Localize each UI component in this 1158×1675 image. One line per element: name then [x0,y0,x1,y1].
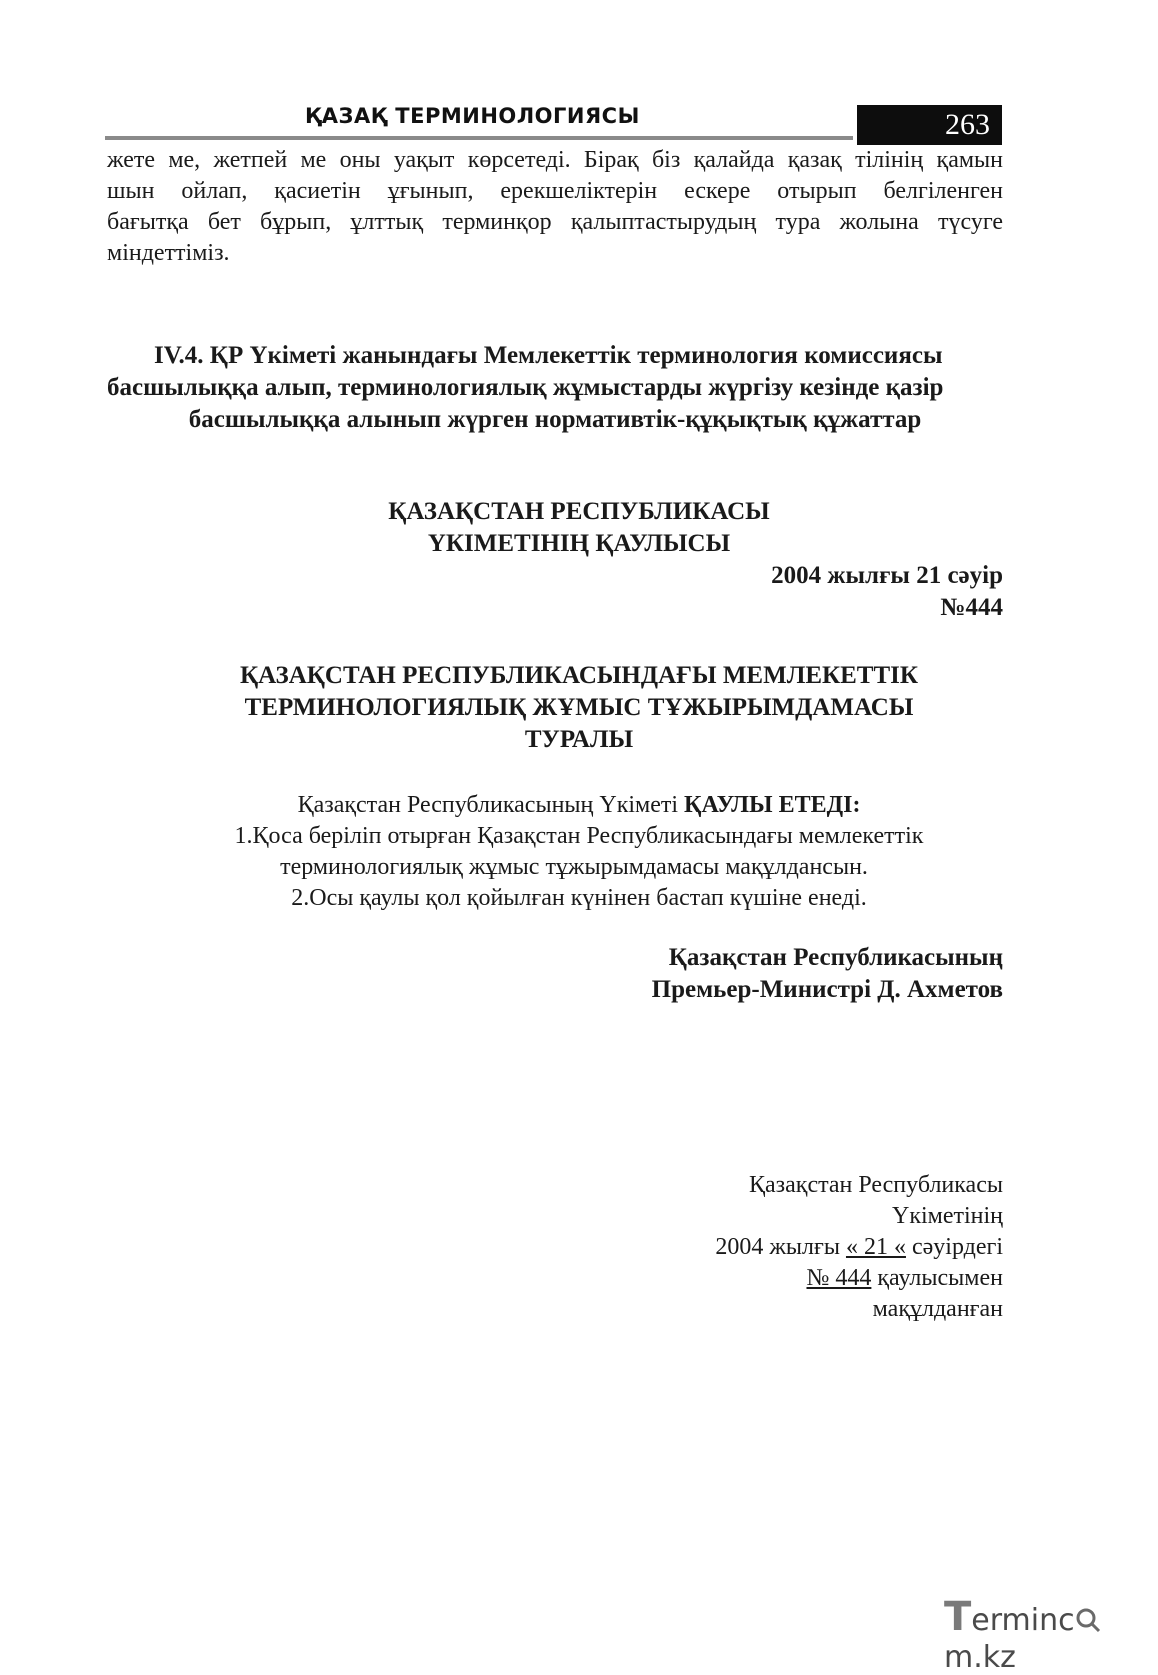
preamble-text: Қазақстан Республикасының Үкіметі [297,792,685,818]
approval-number: № 444 [806,1265,872,1291]
intro-line: міндеттіміз. [107,240,230,266]
watermark-initial: T [944,1594,972,1640]
section-heading [107,340,1003,436]
approval-line: Үкіметінің [891,1203,1003,1229]
page-number: 263 [857,105,1002,145]
section-heading-line: IV.4. ҚР Үкіметі жанындағы Мемлекеттік терминология комиссиясы [154,342,943,369]
magnifier-icon [1075,1607,1101,1633]
signature-line: Қазақстан Республикасының [668,944,1003,971]
watermark-domain: m.kz [944,1640,1016,1675]
decree-title-line: ТЕРМИНОЛОГИЯЛЫҚ ЖҰМЫС ТҰЖЫРЫМДАМАСЫ [244,694,914,721]
approval-line [715,1263,1003,1294]
signature-block [652,942,1003,1006]
intro-line: бағытқа бет бұрып, ұлттық терминқор қалыптастырудың тура жолына түсуге [107,209,1003,235]
approval-number-suffix: қаулысымен [871,1265,1003,1291]
section-heading-line: басшылыққа алып, терминологиялық жұмыстарды жүргізу кезінде қазір [107,374,944,401]
decree-date-block [771,560,1003,624]
approval-line [715,1232,1003,1263]
watermark-text: erminc [971,1603,1075,1638]
decree-item-2: 2.Осы қаулы қол қойылған күнінен бастап күшіне енеді. [291,885,867,911]
approval-date-day: « 21 « [845,1234,906,1260]
decree-item-1-line-2: терминологиялық жұмыс тұжырымдамасы мақұлдансын. [280,854,868,880]
section-heading-line: басшылыққа алынып жүрген нормативтік-құқықтық құжаттар [188,406,922,433]
decree-title-line: ҚАЗАҚСТАН РЕСПУБЛИКАСЫНДАҒЫ МЕМЛЕКЕТТІК [239,662,919,689]
decree-preamble [0,790,1158,821]
decree-issuer-line: ҮКІМЕТІНІҢ ҚАУЛЫСЫ [427,530,731,557]
decree-body [0,790,1158,914]
approval-line: мақұлданған [872,1296,1003,1322]
signature-line: Премьер-Министрі Д. Ахметов [651,976,1003,1003]
preamble-resolves: ҚАУЛЫ ЕТЕДІ: [684,792,861,818]
approval-date-suffix: сәуірдегі [905,1234,1003,1260]
intro-paragraph [107,145,1003,269]
approval-line: Қазақстан Республикасы [748,1172,1003,1198]
approval-date-prefix: 2004 жылғы [715,1234,846,1260]
decree-issuer [0,496,1158,560]
approval-note [715,1170,1003,1325]
decree-item-1-line-1: 1.Қоса беріліп отырған Қазақстан Республикасындағы мемлекеттік [234,823,924,849]
decree-title-line: ТУРАЛЫ [524,726,634,753]
decree-number: №444 [940,594,1003,621]
decree-issuer-line: ҚАЗАҚСТАН РЕСПУБЛИКАСЫ [388,498,770,525]
decree-title [0,660,1158,756]
termincom-watermark-logo [944,1594,1158,1675]
running-title: ҚАЗАҚ ТЕРМИНОЛОГИЯСЫ [305,104,640,128]
decree-date: 2004 жылғы 21 сәуір [771,562,1003,589]
intro-line: шын ойлап, қасиетін ұғынып, ерекшеліктерін ескере отырып белгіленген [107,178,1003,204]
intro-line: жете ме, жетпей ме оны уақыт көрсетеді. Бірақ біз қалайда қазақ тілінің қамын [107,147,1003,173]
header-rule [105,136,853,140]
